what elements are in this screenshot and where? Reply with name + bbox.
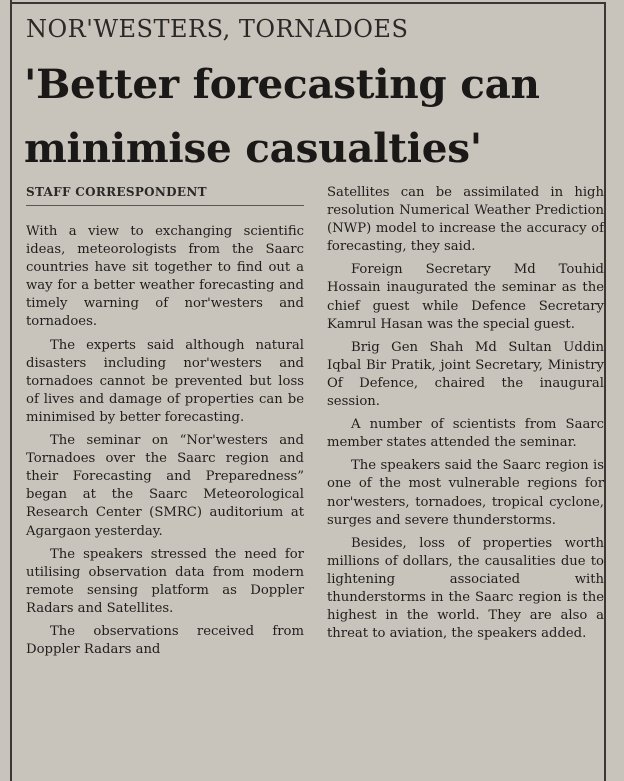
paragraph: Foreign Secretary Md Touhid Hossain inaugurated the seminar as the chief guest while Defence Secretary Kamrul Hasan was the special guest. [327, 262, 604, 332]
byline-divider [26, 205, 304, 206]
right-border-rule [604, 2, 606, 781]
article-column-1 [26, 223, 304, 664]
article-byline: STAFF CORRESPONDENT [26, 185, 207, 199]
paragraph: With a view to exchanging scientific ideas, meteorologists from the Saarc countries have sit together to find out a way for a better weather forecasting and timely warning of nor'westers and tornadoes. [26, 224, 304, 330]
paragraph: A number of scientists from Saarc member states attended the seminar. [327, 417, 604, 451]
paragraph: The observations received from Doppler Radars and [26, 623, 304, 658]
article-kicker: NOR'WESTERS, TORNADOES [26, 15, 409, 43]
paragraph: The speakers stressed the need for utilising observation data from modern remote sensing platform as Doppler Radars and Satellites. [26, 546, 304, 616]
paragraph: The seminar on “Nor'westers and Tornadoes over the Saarc region and their Forecasting and Preparedness” began at the Saarc Meteorological Research Center (SMRC) auditorium at Agargaon yesterday. [26, 433, 304, 539]
paragraph: The experts said although natural disasters including nor'westers and tornadoes cannot be prevented but loss of lives and damage of properties can be minimised by better forecasting. [26, 337, 304, 425]
article-headline: 'Better forecasting can minimise casualties' [24, 60, 540, 172]
paragraph: Besides, loss of properties worth millions of dollars, the causalities due to lightening associated with thunderstorms in the Saarc region is the highest in the world. They are also a threat to aviation, the speakers added. [327, 535, 604, 642]
paragraph: The speakers said the Saarc region is one of the most vulnerable regions for nor'westers, tornadoes, tropical cyclone, surges and severe thunderstorms. [327, 458, 604, 528]
top-border-rule [10, 2, 606, 4]
left-border-rule [10, 0, 12, 781]
paragraph: Satellites can be assimilated in high resolution Numerical Weather Prediction (NWP) model to increase the accuracy of forecasting, they said. [327, 185, 604, 255]
paragraph: Brig Gen Shah Md Sultan Uddin Iqbal Bir Pratik, joint Secretary, Ministry Of Defence, chaired the inaugural session. [327, 339, 604, 410]
article-column-2 [327, 184, 604, 648]
